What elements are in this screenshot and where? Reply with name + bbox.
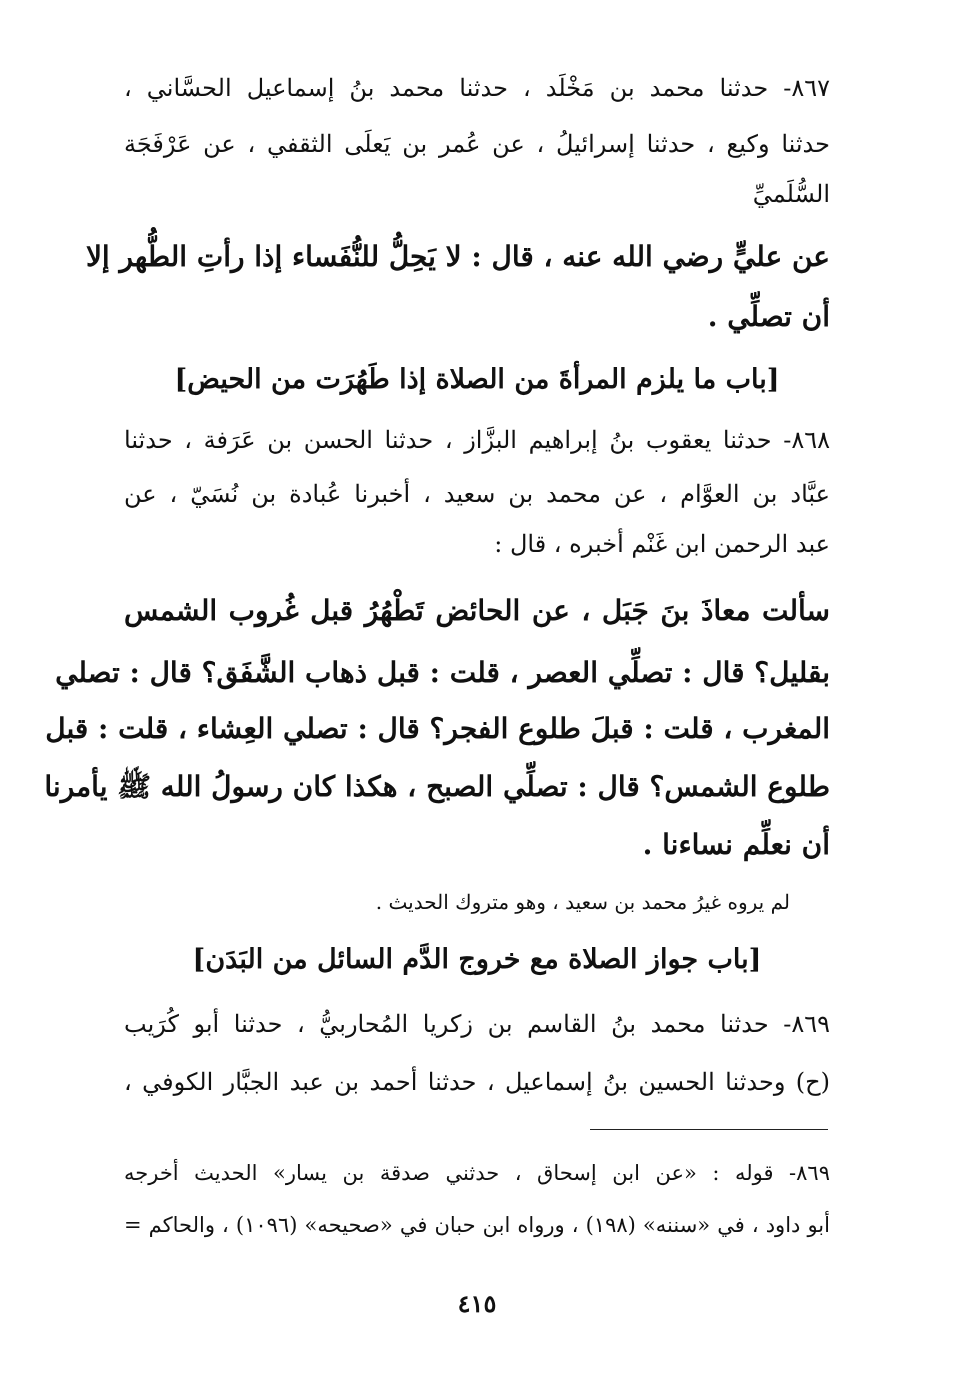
hadith-868-matn-line-3: المغرب ، قلت : قبلَ طلوع الفجر؟ قال : تصلي العِشاء ، قلت : قبل [45,712,830,745]
hadith-868-comment: لم يروه غيرُ محمد بن سعيد ، وهو متروك الحديث . [375,890,790,914]
hadith-868-matn-line-4: طلوع الشمس؟ قال : تصلِّي الصبح ، هكذا كان رسولُ الله ﷺ يأمرنا [44,770,830,803]
hadith-868-matn-line-1: سألت معاذَ بنَ جَبَل ، عن الحائض تَطْهُرُ قبل غُروب الشمس [124,594,830,627]
hadith-867-isnad-line-1: ٨٦٧- حدثنا محمد بن مَخْلَد ، حدثنا محمد بنُ إسماعيل الحسَّاني ، [124,74,830,102]
hadith-869-isnad-line-1: ٨٦٩- حدثنا محمد بنُ القاسم بن زكريا المُحاربيُّ ، حدثنا أبو كُرَيب [124,1010,830,1038]
chapter-heading-1: [باب ما يلزم المرأةَ من الصلاة إذا طَهُرَت من الحيض] [174,364,780,395]
hadith-868-matn-line-5: أن نعلِّم نساءنا . [642,828,830,861]
hadith-869-isnad-line-2: (ح) وحدثنا الحسين بنُ إسماعيل ، حدثنا أحمد بن عبد الجبَّار الكوفي ، [124,1068,830,1096]
hadith-868-isnad-line-1: ٨٦٨- حدثنا يعقوب بنُ إبراهيم البزَّاز ، حدثنا الحسن بن عَرَفة ، حدثنا [124,426,830,454]
chapter-heading-2: [باب جواز الصلاة مع خروج الدَّم السائل من البَدَن] [192,944,762,975]
hadith-867-matn-line-1: عن عليٍّ رضي الله عنه ، قال : لا يَحِلُّ للنُّفَساء إذا رأتِ الطُّهر إلا [85,240,830,273]
hadith-867-isnad-line-2: حدثنا وكيع ، حدثنا إسرائيلُ ، عن عُمر بن يَعلَى الثقفي ، عن عَرْفَجَة [124,130,830,158]
hadith-867-isnad-line-3: السُّلَميِّ [752,180,830,208]
footnote-separator [590,1129,828,1130]
hadith-867-matn-line-2: أن تصلِّي . [707,300,830,333]
page-number: ٤١٥ [457,1289,497,1318]
footnote-line-1: ٨٦٩- قوله : «عن ابن إسحاق ، حدثني صدقة بن يسار» الحديث أخرجه [124,1161,830,1185]
hadith-868-matn-line-2: بقليل؟ قال : تصلِّي العصر ، قلت : قبل ذهاب الشَّفَق؟ قال : تصلي [55,656,830,689]
footnote-line-2: أبو داود ، في «سننه» (١٩٨) ، ورواه ابن حبان في «صحيحه» (١٠٩٦) ، والحاكم = [124,1213,830,1237]
hadith-868-isnad-line-3: عبد الرحمن ابن غَنْم أخبره ، قال : [494,530,830,558]
hadith-868-isnad-line-2: عبَّاد بن العوَّام ، عن محمد بن سعيد ، أخبرنا عُبادة بن نُسَيّ ، عن [124,480,830,508]
